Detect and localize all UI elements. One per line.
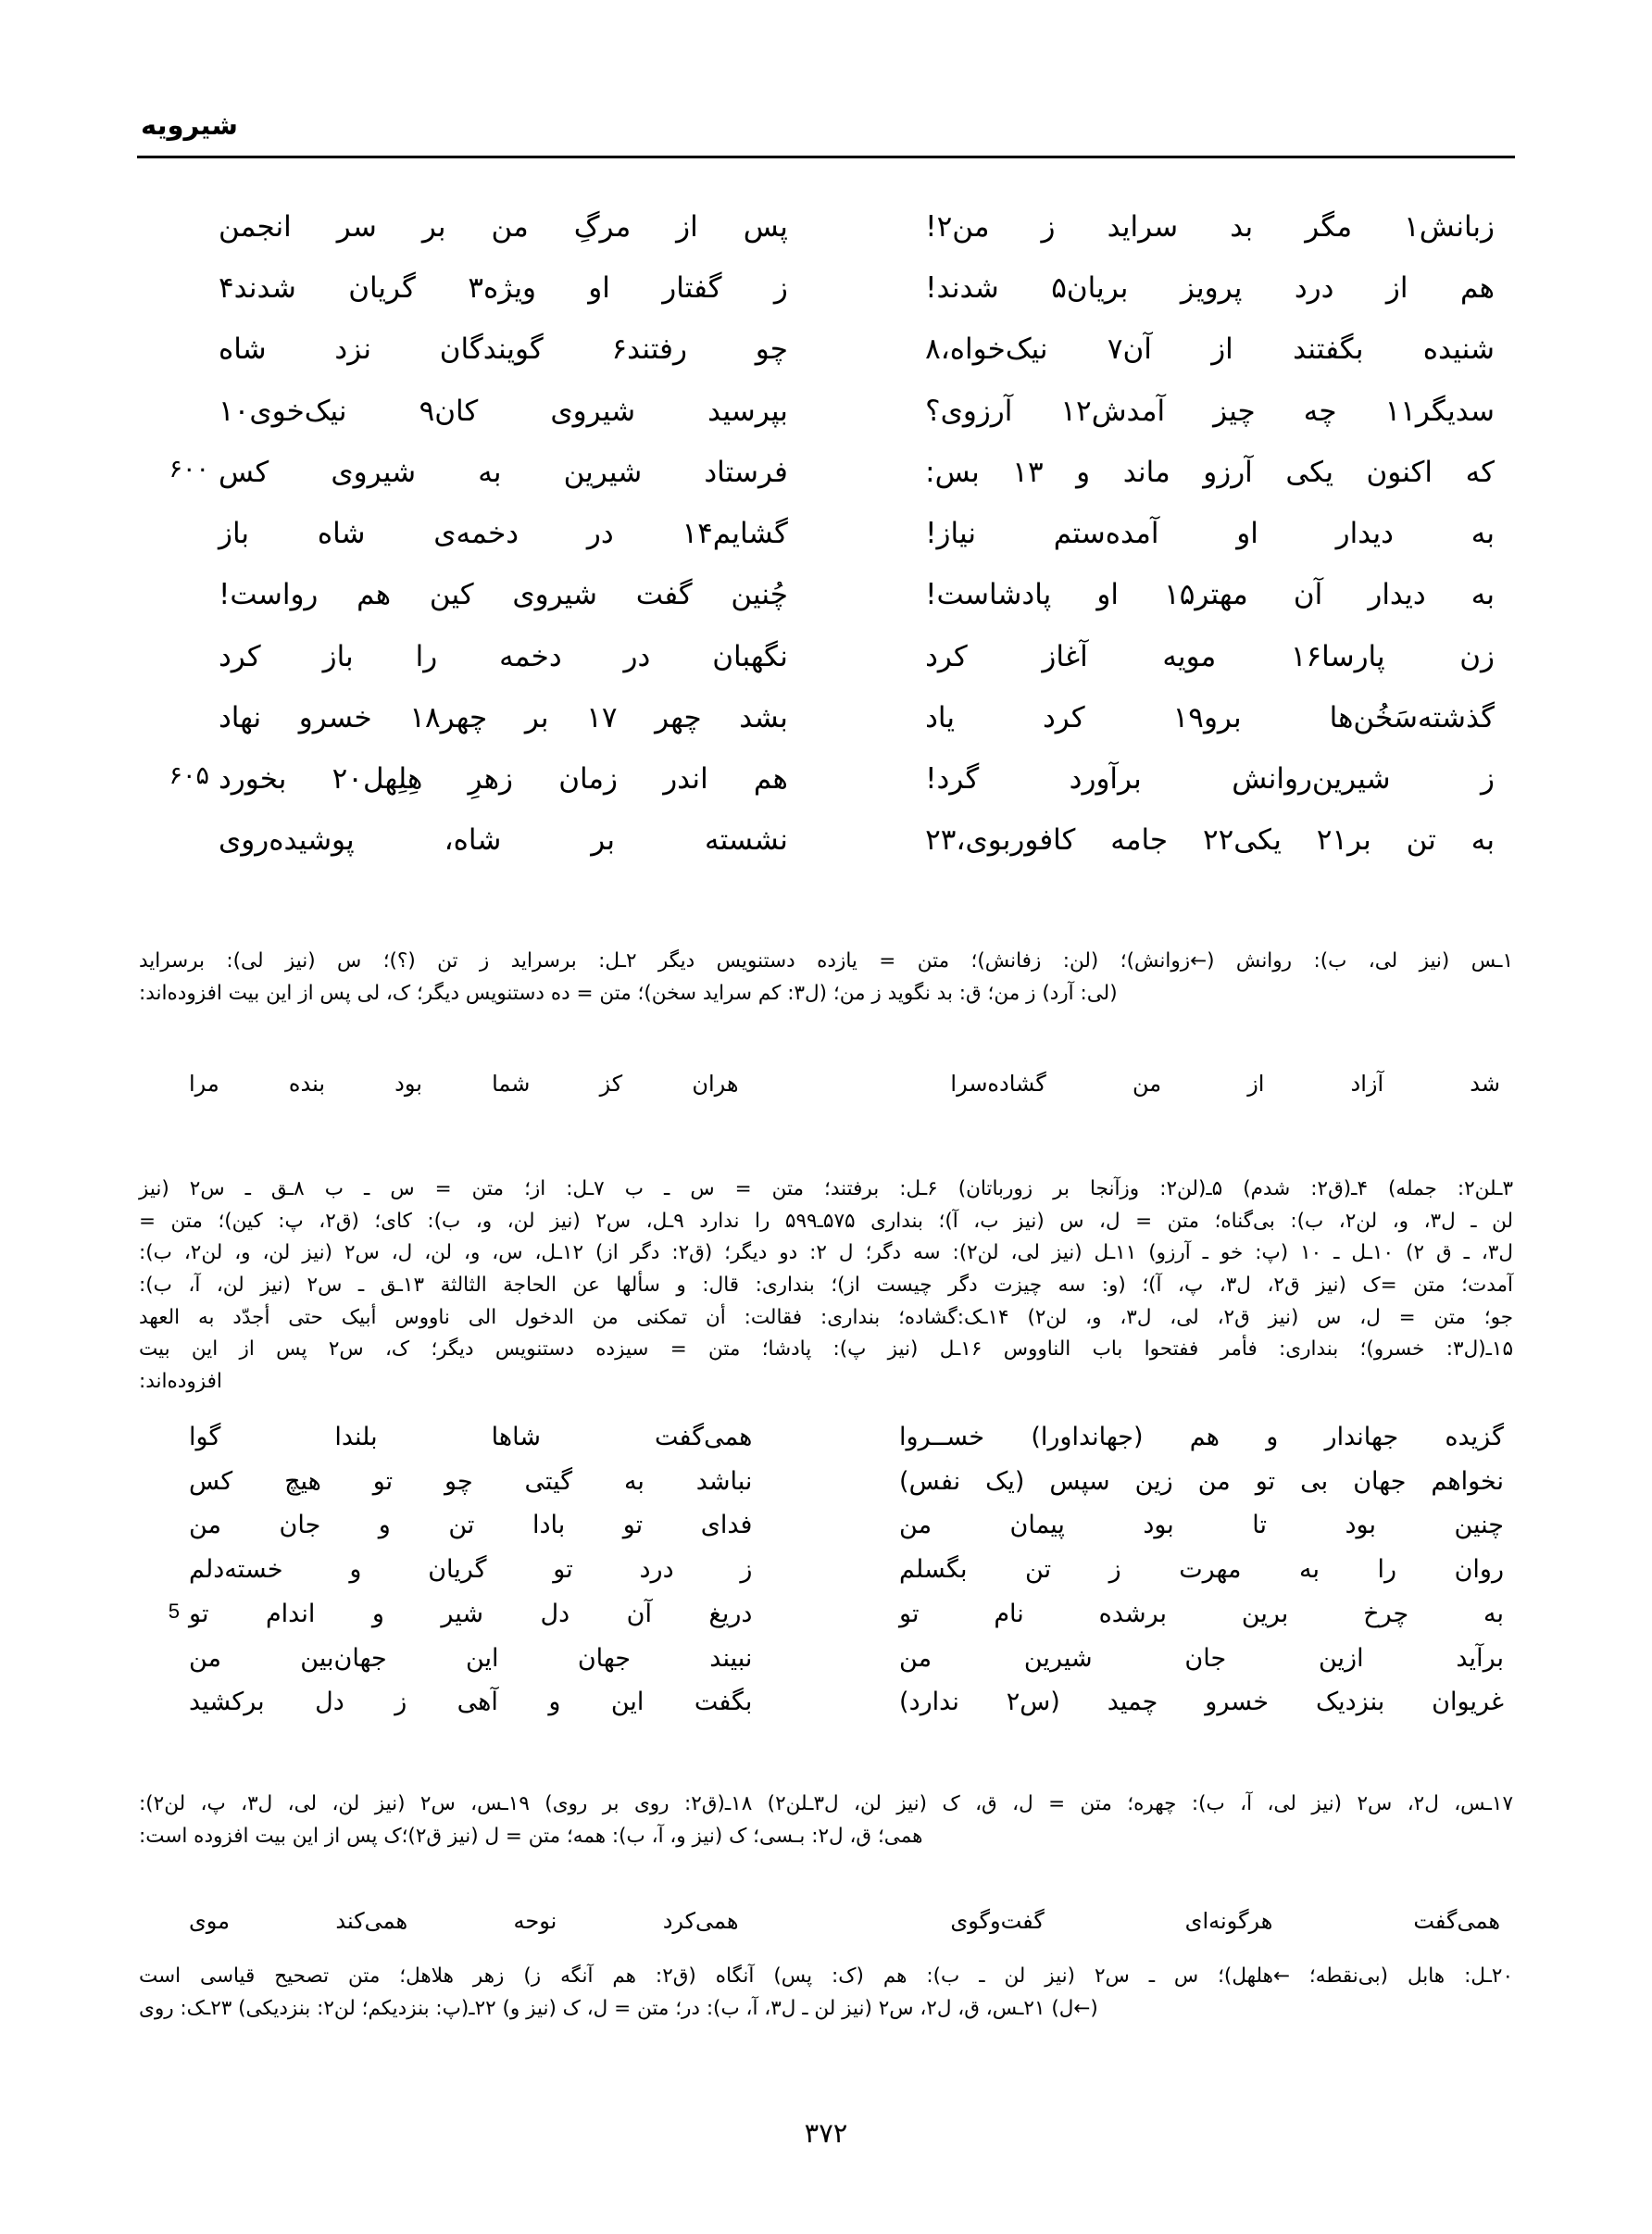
apparatus-line: لن ـ ل۳، و، لن۲، ب): بی‌گناه؛ متن = ل، س (نیز ب، آ)؛ بنداری ۵۷۵ـ۵۹۹ را ندارد ۹ـل، س۲ (نیز لن، و، ب): کای؛ (ق۲، پ: کین)؛ متن = [139, 1209, 1514, 1233]
hemistich-right: چُنین گفت شیروی کین هم رواست! [219, 578, 788, 612]
hemistich-left: چنین بود تا بود پیمان من [899, 1511, 1504, 1540]
apparatus-line: ۱۷ـس، ل۲، س۲ (نیز لی، آ، ب): چهره؛ متن = ل، ق، ک (نیز لن، ل۳ـلن۲) ۱۸ـ(ق۲: روی بر روی) ۱۹ـس، س۲ (نیز لن، لی، ل۳، پ، لن۲): [139, 1792, 1513, 1815]
hemistich-right: ز درد تو گریان و خسته‌دلم [189, 1555, 753, 1585]
hemistich-right: بگفت این و آهی ز دل برکشید [189, 1688, 753, 1717]
quoted-verse-row [139, 1904, 1513, 1939]
verse-row [148, 695, 1504, 741]
apparatus-line: (لی: آرد) ز من؛ ق: بد نگوید ز من؛ (ل۳: کم سراید سخن)؛ متن = ده دستنویس دیگر؛ ک، لی پس از این بیت افزوده‌اند: [139, 981, 1118, 1005]
verse-row [148, 634, 1504, 680]
hemistich-left: گزیده جهاندار و هم (جهانداورا) خســروا [899, 1423, 1504, 1451]
hemistich-left: شنیده بگفتند از آن۷ نیک‌خواه،۸ [925, 333, 1495, 367]
header-rule [137, 156, 1515, 158]
apparatus-line: ۲۰ـل: هابل (بی‌نقطه؛ ←هلهل)؛ س ـ س۲ (نیز لن ـ ب): هم (ک: پس) آنگاه (ق۲: هم آنگه ز) زهر هلاهل؛ متن تصحیح قیاسی است [139, 1964, 1514, 1988]
hemistich-left: هم از درد پرویز بریان۵ شدند! [925, 271, 1495, 306]
quoted-hemistich-left: شد آزاد از من گشاده‌سرا [950, 1071, 1500, 1097]
verse-line-number [148, 571, 209, 577]
quoted-couplet-1 [139, 1063, 1513, 1103]
verse-row [139, 1594, 1513, 1635]
quoted-hemistich-right: هران کز شما بود بنده مرا [189, 1071, 739, 1097]
verse-line-number [148, 326, 209, 332]
verse-line-number [139, 1462, 180, 1467]
page-number: ۳۷۲ [804, 2117, 848, 2149]
hemistich-right: بپرسید شیروی کان۹ نیک‌خوی۱۰ [219, 394, 788, 428]
apparatus-bottom-2 [139, 1962, 1513, 2026]
hemistich-right: گشایم۱۴ در دخمه‌ی شاه باز [219, 517, 788, 551]
running-head: شیرویه [141, 109, 238, 141]
apparatus-line: ۱ـس (نیز لی، ب): روانش (←زوانش)؛ (لن: زفانش)؛ متن = یازده دستنویس دیگر ۲ـل: برسراید ز تن (؟)؛ س (نیز لی): برسراید [139, 949, 1513, 973]
verse-row [148, 510, 1504, 557]
verse-row [139, 1638, 1513, 1679]
hemistich-left: روان را به مهرت ز تن بگسلم [899, 1555, 1504, 1585]
hemistich-left: گذشته‌سَخُن‌ها برو۱۹ کرد یاد [925, 700, 1495, 734]
verse-row [148, 756, 1504, 802]
verse-line-number [148, 204, 209, 209]
hemistich-right: بشد چهر ۱۷ بر چهر۱۸ خسرو نهاد [219, 700, 788, 734]
quoted-hemistich-right: همی‌کرد نوحه همی‌کند موی [189, 1908, 739, 1934]
verse-line-number [139, 1550, 180, 1555]
hemistich-right: دریغ آن دل شیر و اندام تو [189, 1599, 753, 1628]
hemistich-left: زن پارسا۱۶ مویه آغاز کرد [925, 639, 1495, 673]
verse-line-number-600: ۶۰۰ [169, 454, 209, 483]
verse-row [148, 204, 1504, 250]
column-gap [752, 1067, 938, 1101]
verse-row [148, 388, 1504, 434]
verse-row [139, 1682, 1513, 1723]
apparatus-top [139, 947, 1513, 1010]
verse-row [139, 1462, 1513, 1502]
quoted-line-number [139, 1904, 176, 1939]
hemistich-left: به تن بر۲۱ یکی۲۲ جامه کافوربوی،۲۳ [925, 823, 1495, 858]
verse-line-number [139, 1505, 180, 1511]
verse-row [148, 449, 1504, 496]
verse-line-number [139, 1682, 180, 1688]
hemistich-left: به دیدار او آمده‌ستم نیاز! [925, 517, 1495, 551]
verse-line-number [148, 265, 209, 270]
hemistich-right: نبیند جهان این جهان‌بین من [189, 1643, 753, 1673]
hemistich-right: فدای تو بادا تن و جان من [189, 1511, 753, 1540]
verse-line-number [148, 817, 209, 822]
verse-line-number [139, 1417, 180, 1423]
verse-row [148, 571, 1504, 618]
verse-row [148, 265, 1504, 311]
hemistich-left: غریوان بنزدیک خسرو چمید (س۲ ندارد) [899, 1688, 1504, 1717]
hemistich-left: که اکنون یکی آرزو ماند و ۱۳ بس: [925, 455, 1495, 489]
hemistich-left: زبانش۱ مگر بد سراید ز من۲! [925, 210, 1495, 244]
hemistich-right: فرستاد شیرین به شیروی کس [219, 455, 788, 489]
verse-line-number [148, 388, 209, 394]
hemistich-right: نگهبان در دخمه را باز کرد [219, 639, 788, 673]
verse-line-number [148, 510, 209, 516]
apparatus-line: آمدت؛ متن =ک (نیز ق۲، ل۳، پ، آ)؛ (و: سه چیزت دگر چیست از)؛ بنداری: قال: و سألها عن الحاجة الثالثة ۱۳ـق ـ س۲ (نیز لن، آ، ب): [139, 1274, 1513, 1298]
apparatus-line: ۳ـلن۲: جمله) ۴ـ(ق۲: شدم) ۵ـ(لن۲: وزآنجا بر زورباتان) ۶ـل: برفتند؛ متن = س ـ ب ۷ـل: از؛ متن = س ـ ب ۸ـق ـ س۲ (نیز [139, 1177, 1513, 1200]
apparatus-middle [139, 1174, 1513, 1399]
hemistich-right: چو رفتند۶ گویندگان نزد شاه [219, 333, 788, 367]
verse-line-number-605: ۶۰۵ [169, 760, 209, 790]
apparatus-bottom [139, 1789, 1513, 1853]
hemistich-left: سدیگر۱۱ چه چیز آمدش۱۲ آرزوی؟ [925, 394, 1495, 428]
hemistich-right: نباشد به گیتی چو تو هیچ کس [189, 1466, 753, 1496]
quoted-line-number [139, 1067, 176, 1101]
verse-row [148, 326, 1504, 372]
hemistich-left: به چرخ برین برشده نام تو [899, 1599, 1504, 1628]
hemistich-left: برآید ازین جان شیرین من [899, 1643, 1504, 1673]
hemistich-right: ز گفتار او ویژه۳ گریان شدند۴ [219, 271, 788, 306]
quoted-verse-row [139, 1067, 1513, 1101]
apparatus-line: جو؛ متن = ل، س (نیز ق۲، لی، ل۳، و، لن۲) ۱۴ـک:گشاده؛ بنداری: فقالت: أن تمکنی من الدخول الی ناووس أبیک حتی أجدّد به العهد [139, 1305, 1513, 1329]
verse-row [148, 817, 1504, 863]
verse-line-number [148, 634, 209, 639]
inset-verse-block [139, 1417, 1513, 1726]
hemistich-left: به دیدار آن مهتر۱۵ او پادشاست! [925, 578, 1495, 612]
verse-line-number [139, 1638, 180, 1644]
hemistich-left: ز شیرین‌روانش برآورد گرد! [925, 761, 1495, 796]
verse-row [139, 1417, 1513, 1458]
apparatus-line: همی؛ ق، ل۲: بـسی؛ ک (نیز و، آ، ب): همه؛ متن = ل (نیز ق۲)؛ک پس از این بیت افزوده است: [139, 1824, 923, 1848]
apparatus-line: ل۳، ـ ق ۲) ۱۰ـل ـ ۱۰ (پ: خو ـ آرزو) ۱۱ـل (نیز لی، لن۲): سه دگر؛ ل ۲: دو دیگر؛ (ق۲: دگر از) ۱۲ـل، س، و، لن، ل، س۲ (نیز لن، و، لن۲، ب): [139, 1241, 1513, 1265]
column-gap [752, 1904, 938, 1939]
hemistich-right: نشسته بر شاه، پوشیده‌روی [219, 823, 788, 858]
verse-row [139, 1550, 1513, 1590]
hemistich-left: نخواهم جهان بی تو من زین سپس (یک نفس) [899, 1466, 1504, 1496]
apparatus-line: (←ل) ۲۱ـس، ق، ل۲، س۲ (نیز لن ـ ل۳، آ، ب): در؛ متن = ل، ک (نیز و) ۲۲ـ(پ: بنزدیکم؛ لن۲: بنزدیکی) ۲۳ـک: روی [139, 1996, 1098, 2020]
quoted-hemistich-left: همی‌گفت هرگونه‌ای گفت‌وگوی [950, 1908, 1500, 1934]
hemistich-right: پس از مرگِ من بر سر انجمن [219, 210, 788, 244]
verse-row [139, 1505, 1513, 1546]
apparatus-line: افزوده‌اند: [139, 1370, 222, 1394]
hemistich-right: هم اندر زمان زهرِ هِلِهل۲۰ بخورد [219, 761, 788, 796]
quoted-couplet-3 [139, 1901, 1513, 1940]
verse-line-number [148, 695, 209, 700]
verse-line-number-5: 5 [168, 1599, 180, 1623]
main-verse-block [148, 204, 1504, 878]
hemistich-right: همی‌گفت شاها بلندا گوا [189, 1423, 753, 1451]
apparatus-line: ۱۵ـ(ل۳: خسرو)؛ بنداری: فأمر ففتحوا باب الناووس ۱۶ـل (نیز پ): پادشا؛ متن = سیزده دستنویس دیگر؛ ک، س۲ پس از این بیت [139, 1337, 1513, 1362]
